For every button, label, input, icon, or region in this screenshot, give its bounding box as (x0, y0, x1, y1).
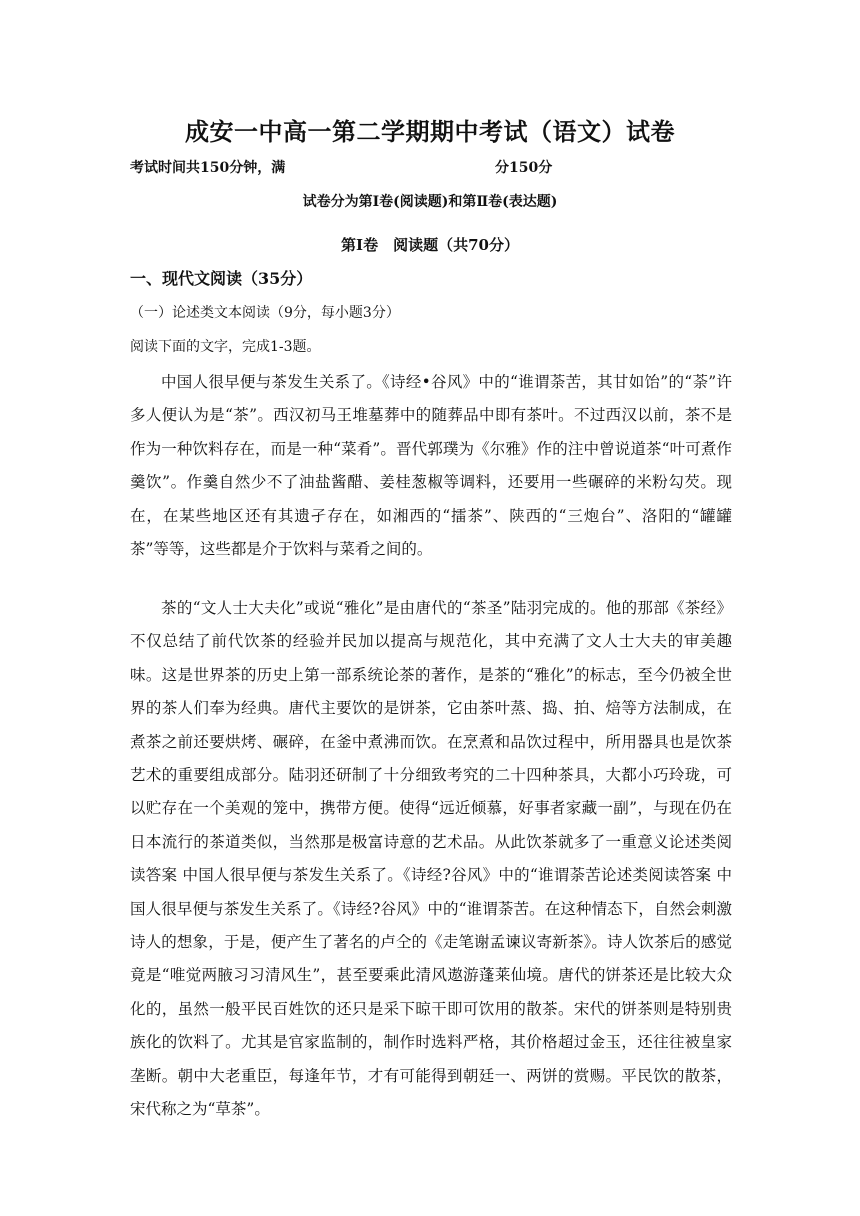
passage-paragraph-1: 中国人很早便与茶发生关系了。《诗经•谷风》中的“谁谓荼苦，其甘如饴”的“荼”许多人便认为是“茶”。西汉初马王堆墓葬中的随葬品中即有茶叶。不过西汉以前，茶不是作为一种饮料存在，而是一种“菜肴”。晋代郭璞为《尔雅》作的注中曾说道茶“叶可煮作羹饮”。作羹自然少不了油盐酱醋、姜桂葱椒等调料，还要用一些碾碎的米粉勾芡。现在，在某些地区还有其遗孑存在，如湘西的“擂茶”、陕西的“三炮台”、洛阳的“罐罐茶”等等，这些都是介于饮料与菜肴之间的。 (130, 373, 732, 559)
reading-instruction: 阅读下面的文字，完成1-3题。 (130, 339, 321, 355)
passage-paragraph-2: 茶的“文人士大夫化”或说“雅化”是由唐代的“茶圣”陆羽完成的。他的那部《茶经》不仅总结了前代饮茶的经验并民加以提高与规范化，其中充满了文人士大夫的审美趣味。这是世界茶的历史上第一部系统论茶的著作，是茶的“雅化”的标志，至今仍被全世界的茶人们奉为经典。唐代主要饮的是饼茶，它由茶叶蒸、捣、拍、焙等方法制成，在煮茶之前还要烘烤、碾碎，在釜中煮沸而饮。在烹煮和品饮过程中，所用器具也是饮茶艺术的重要组成部分。陆羽还研制了十分细致考究的二十四种茶具，大都小巧玲珑，可以贮存在一个美观的笼中，携带方便。使得“远近倾慕，好事者家藏一副”，与现在仍在日本流行的茶道类似，当然那是极富诗意的艺术品。从此饮茶就多了一重意义论述类阅读答案 中国人很早便与茶发生关系了。《诗经?谷风》中的“谁谓荼苦论述类阅读答案 中国人很早便与茶发生关系了。《诗经?谷风》中的“谁谓荼苦。在这种情态下，自然会刺激诗人的想象，于是，便产生了著名的卢仝的《走笔谢孟谏议寄新茶》。诗人饮茶后的感觉竟是“唯觉两腋习习清风生”，甚至要乘此清风遨游蓬莱仙境。唐代的饼茶还是比较大众化的，虽然一般平民百姓饮的还只是采下晾干即可饮用的散茶。宋代的饼茶则是特别贵族化的饮料了。尤其是官家监制的，制作时选料严格，其价格超过金玉，还往往被皇家垄断。朝中大老重臣，每逢年节，才有可能得到朝廷一、两饼的赏赐。平民饮的散茶，宋代称之为“草茶”。 (130, 599, 732, 1119)
sub-section-heading: （一）论述类文本阅读（9分，每小题3分） (130, 305, 400, 321)
section-heading: 一、现代文阅读（35分） (130, 269, 313, 288)
volume-title: 第Ⅰ卷 阅读题（共70分） (341, 236, 519, 254)
exam-title: 成安一中高一第二学期期中考试（语文）试卷 (185, 117, 675, 146)
exam-time-info-left: 考试时间共150分钟，满 (130, 160, 286, 176)
exam-time-info-right: 分150分 (495, 160, 553, 176)
exam-structure-note: 试卷分为第Ⅰ卷(阅读题)和第Ⅱ卷(表达题) (302, 194, 558, 210)
